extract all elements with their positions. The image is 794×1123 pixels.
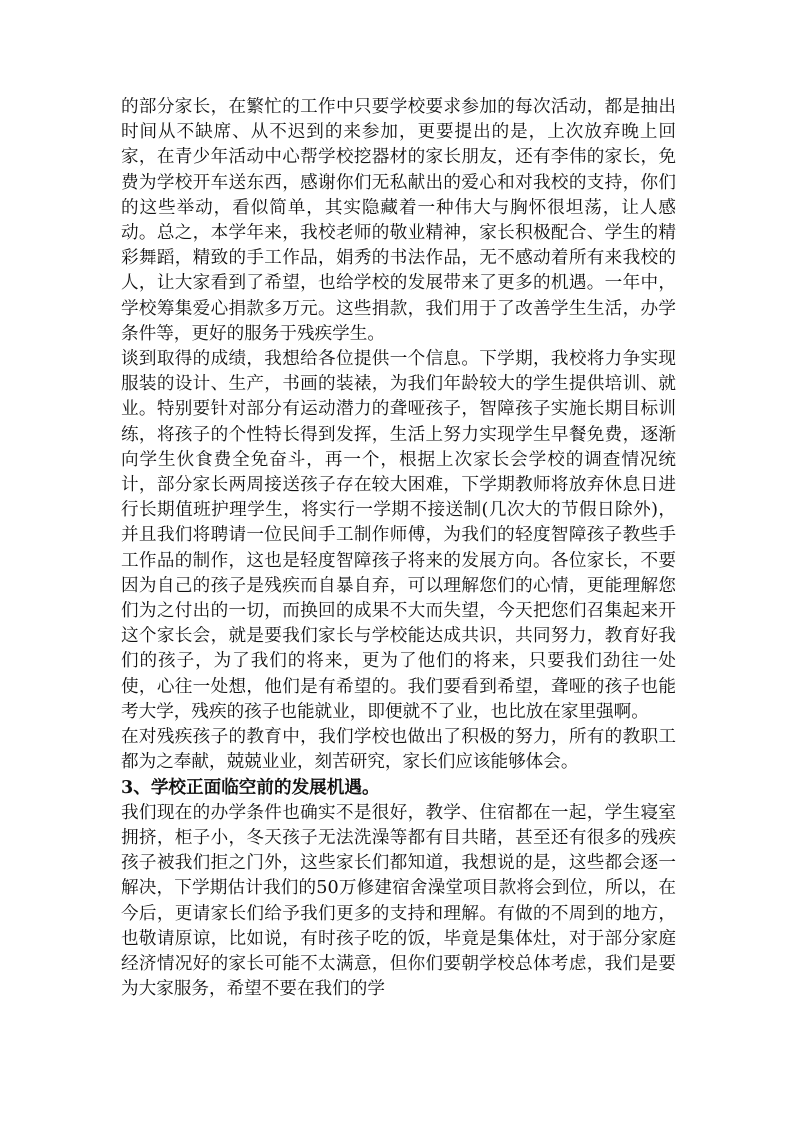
paragraph-school-conditions: 我们现在的办学条件也确实不是很好，教学、住宿都在一起，学生寝室拥挤，柜子小，冬天孩子无法洗澡等都有目共睹，甚至还有很多的残疾孩子被我们拒之门外，这些家长们都知道，我想说的是，这些都会逐一解决，下学期估计我们的50万修建宿舍澡堂项目款将会到位，所以，在今后，更请家长们给予我们更多的支持和理解。有做的不周到的地方，也敬请原谅，比如说，有时孩子吃的饭，毕竟是集体灶，对于部分家庭经济情况好的家长可能不太满意，但你们要朝学校总体考虑，我们是要为大家服务，希望不要在我们的学 xyxy=(121,802,676,1000)
paragraph-parent-support: 的部分家长，在繁忙的工作中只要学校要求参加的每次活动，都是抽出时间从不缺席、从不迟到的来参加，更要提出的是，上次放弃晚上回家，在青少年活动中心帮学校挖器材的家长朋友，还有李伟的家长，免费为学校开车送东西，感谢你们无私献出的爱心和对我校的支持，你们的这些举动，看似简单，其实隐藏着一种伟大与胸怀很坦荡，让人感动。总之，本学年来，我校老师的敬业精神，家长积极配合、学生的精彩舞蹈，精致的手工作品，娟秀的书法作品，无不感动着所有来我校的人，让大家看到了希望，也给学校的发展带来了更多的机遇。一年中，学校筹集爱心捐款多万元。这些捐款，我们用于了改善学生生活，办学条件等，更好的服务于残疾学生。 xyxy=(121,97,676,344)
paragraph-achievements-plans: 谈到取得的成绩，我想给各位提供一个信息。下学期，我校将力争实现服装的设计、生产，书画的装裱，为我们年龄较大的学生提供培训、就业。特别要针对部分有运动潜力的聋哑孩子，智障孩子实施长期目标训练，将孩子的个性特长得到发挥，生活上努力实现学生早餐免费，逐渐向学生伙食费全免奋斗，再一个，根据上次家长会学校的调查情况统计，部分家长两周接送孩子存在较大困难，下学期教师将放弃休息日进行长期值班护理学生，将实行一学期不接送制(几次大的节假日除外)，并且我们将聘请一位民间手工制作师傅，为我们的轻度智障孩子教些手工作品的制作，这也是轻度智障孩子将来的发展方向。各位家长，不要因为自己的孩子是残疾而自暴自弃，可以理解您们的心情，更能理解您们为之付出的一切，而换回的成果不大而失望，今天把您们召集起来开这个家长会，就是要我们家长与学校能达成共识，共同努力，教育好我们的孩子，为了我们的将来，更为了他们的将来，只要我们劲往一处使，心往一处想，他们是有希望的。我们要看到希望，聋哑的孩子也能考大学，残疾的孩子也能就业，即便就不了业，也比放在家里强啊。 xyxy=(121,349,676,722)
paragraph-staff-dedication: 在对残疾孩子的教育中，我们学校也做出了积极的努力，所有的教职工都为之奉献，兢兢业业，刻苦研究，家长们应该能够体会。 xyxy=(121,727,676,773)
section-heading-3: 3、学校正面临空前的发展机遇。 xyxy=(121,777,380,799)
document-body xyxy=(121,95,676,1002)
